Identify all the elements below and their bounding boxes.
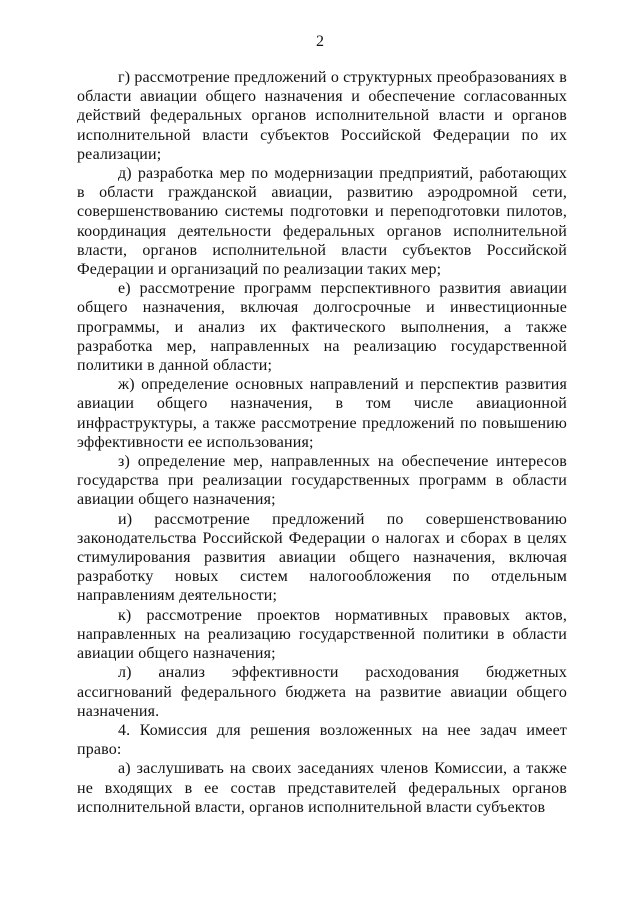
paragraph-a: а) заслушивать на своих заседаниях членов Комиссии, а также не входящих в ее состав представителей федеральных органов исполнительной власти, органов исполнительной власти субъектов [77, 760, 567, 816]
page-number: 2 [316, 33, 324, 50]
paragraph-l: л) анализ эффективности расходования бюджетных ассигнований федерального бюджета на развитие авиации общего назначения. [77, 664, 567, 720]
document-body [77, 68, 567, 817]
paragraph-zh: ж) определение основных направлений и перспектив развития авиации общего назначения, в том числе авиационной инфраструктуры, а также рассмотрение предложений по повышению эффективности ее использования; [77, 376, 567, 451]
section-4-heading: 4. Комиссия для решения возложенных на нее задач имеет право: [77, 721, 567, 759]
paragraph-g: г) рассмотрение предложений о структурных преобразованиях в области авиации общего назначения и обеспечение согласованных действий федеральных органов исполнительной власти и органов исполнительной власти субъектов Российской Федерации по их реализации; [77, 69, 567, 163]
paragraph-i: и) рассмотрение предложений по совершенствованию законодательства Российской Федерации о налогах и сборах в целях стимулирования развития авиации общего назначения, включая разработку новых систем налогообложения по отдельным направлениям деятельности; [77, 510, 567, 605]
paragraph-e: е) рассмотрение программ перспективного развития авиации общего назначения, включая долгосрочные и инвестиционные программы, и анализ их фактического выполнения, а также разработка мер, направленных на реализацию государственной политики в данной области; [77, 280, 567, 375]
paragraph-k: к) рассмотрение проектов нормативных правовых актов, направленных на реализацию государственной политики в области авиации общего назначения; [77, 606, 567, 663]
paragraph-z: з) определение мер, направленных на обеспечение интересов государства при реализации государственных программ в области авиации общего назначения; [77, 453, 567, 509]
paragraph-d: д) разработка мер по модернизации предприятий, работающих в области гражданской авиации, развитию аэродромной сети, совершенствованию системы подготовки и переподготовки пилотов, координация деятельности федеральных органов исполнительной власти, органов исполнительной власти субъектов Российской Федерации и организаций по реализации таких мер; [77, 165, 567, 279]
